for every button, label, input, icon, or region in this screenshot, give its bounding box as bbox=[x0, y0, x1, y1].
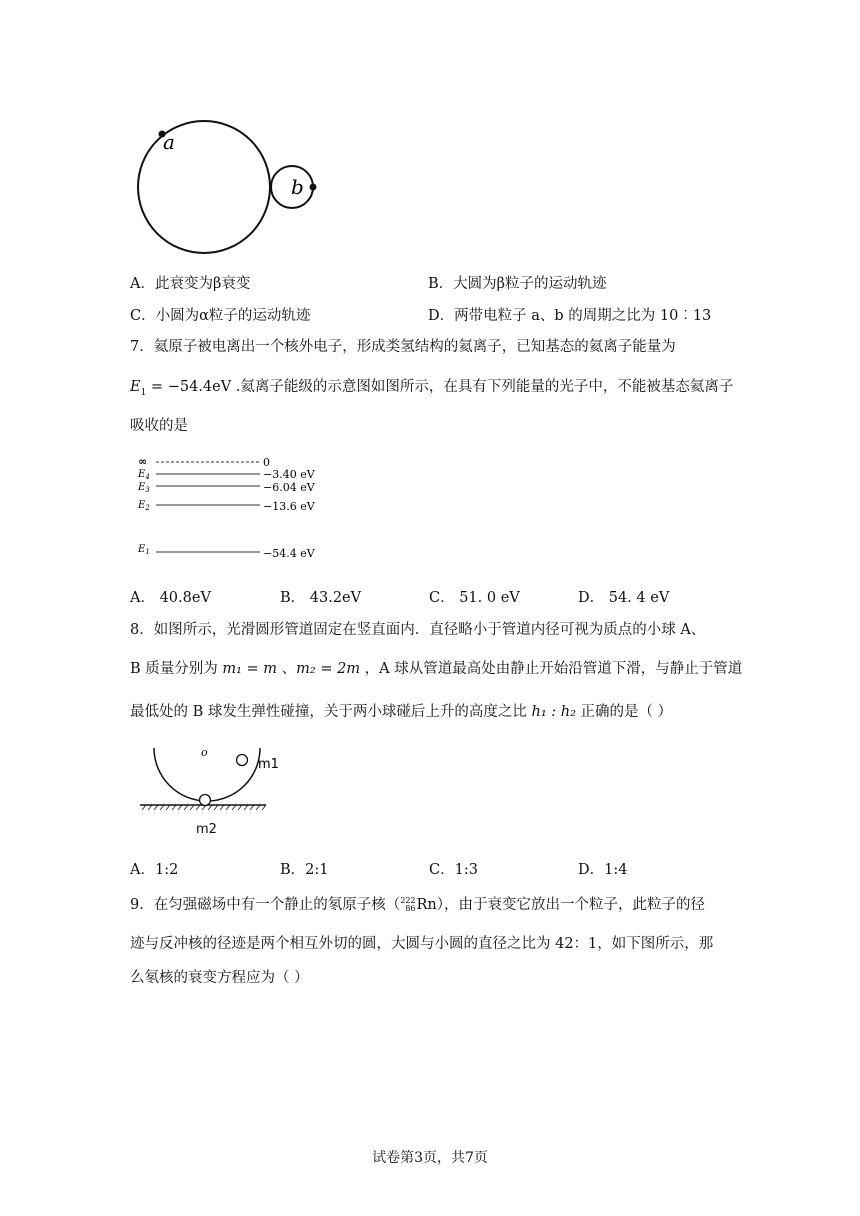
q7-energy-subscript: 1 bbox=[140, 387, 147, 398]
q9-atomic-number: 86 bbox=[405, 904, 416, 913]
q9-line1-pre: 9．在匀强磁场中有一个静止的氡原子核（ bbox=[130, 897, 401, 913]
q8-line3-pre: 最低处的 B 球发生弹性碰撞，关于两小球碰后上升的高度之比 bbox=[130, 704, 532, 720]
q7-option-c: C． 51. 0 eV bbox=[429, 590, 520, 606]
level-value-e4: −3.40 eV bbox=[263, 468, 315, 481]
label-b: b bbox=[291, 175, 304, 199]
q8-mass-m2: m₂ = 2m bbox=[296, 661, 361, 677]
q9-line1-post: ），由于衰变它放出一个粒子，此粒子的径 bbox=[436, 897, 706, 913]
label-a: a bbox=[163, 130, 175, 154]
q9-element-symbol: Rn bbox=[416, 897, 437, 913]
q8-option-d: D．1:4 bbox=[578, 862, 628, 878]
q8-line3-post: 正确的是（ ） bbox=[575, 704, 673, 720]
q6-option-a: A．此衰变为β衰变 bbox=[130, 276, 251, 292]
large-circle bbox=[138, 121, 270, 253]
level-label-e2: $E_2$ bbox=[138, 500, 150, 512]
q7-option-a: A． 40.8eV bbox=[130, 590, 211, 606]
ball-m1 bbox=[237, 755, 248, 766]
q9-stem-line2: 迹与反冲核的径迹是两个相互外切的圆，大圆与小圆的直径之比为 42：1，如下图所示，那 bbox=[130, 936, 714, 952]
page-footer: 试卷第3页，共7页 bbox=[372, 1150, 488, 1166]
q6-circles-figure bbox=[125, 115, 335, 265]
q8-stem-line3 bbox=[130, 702, 672, 722]
q7-option-d: D． 54. 4 eV bbox=[578, 590, 670, 606]
level-label-e1: $E_1$ bbox=[138, 544, 150, 556]
q6-option-d: D．两带电粒子 a、b 的周期之比为 10︰13 bbox=[428, 308, 712, 324]
level-label-e3: $E_3$ bbox=[138, 482, 150, 494]
q6-option-b: B．大圆为β粒子的运动轨迹 bbox=[428, 276, 607, 292]
label-m2: m2 bbox=[196, 822, 217, 837]
q7-stem-line2-rest: .氦离子能级的示意图如图所示，在具有下列能量的光子中，不能被基态氦离子 bbox=[231, 379, 734, 395]
point-b bbox=[310, 184, 317, 191]
q8-option-c: C．1:3 bbox=[429, 862, 478, 878]
q9-stem-line3: 么氡核的衰变方程应为（ ） bbox=[130, 970, 309, 986]
q7-stem-line3: 吸收的是 bbox=[130, 418, 188, 434]
q7-energy-symbol: E bbox=[130, 379, 141, 395]
q7-energy-value: = −54.4eV bbox=[146, 379, 232, 395]
level-value-inf: 0 bbox=[263, 456, 270, 469]
q8-stem-line2 bbox=[130, 659, 742, 679]
q8-option-a: A．1:2 bbox=[130, 862, 179, 878]
level-value-e2: −13.6 eV bbox=[263, 500, 315, 513]
q7-energy-level-diagram bbox=[132, 452, 332, 564]
q8-height-ratio: h₁ : h₂ bbox=[531, 704, 576, 720]
center-label-o: o bbox=[201, 746, 208, 759]
q6-option-c: C．小圆为α粒子的运动轨迹 bbox=[130, 308, 311, 324]
q9-stem-line1 bbox=[130, 895, 705, 915]
q8-stem-line1: 8．如图所示，光滑圆形管道固定在竖直面内．直径略小于管道内径可视为质点的小球 A、 bbox=[130, 622, 706, 638]
label-m1: m1 bbox=[258, 757, 279, 772]
q7-stem-line2 bbox=[130, 377, 733, 403]
q9-nuclide-numbers bbox=[400, 897, 415, 913]
ball-m2 bbox=[200, 795, 211, 806]
q8-mass-m1: m₁ = m bbox=[222, 661, 278, 677]
q8-option-b: B．2:1 bbox=[280, 862, 329, 878]
level-label-e4: $E_4$ bbox=[138, 469, 150, 481]
level-value-e1: −54.4 eV bbox=[263, 547, 315, 560]
q8-line2-pre: B 质量分别为 bbox=[130, 661, 223, 677]
q8-line2-post: ，A 球从管道最高处由静止开始沿管道下滑，与静止于管道 bbox=[360, 661, 743, 677]
q9-mass-number: 222 bbox=[400, 896, 416, 905]
level-label-inf: ∞ bbox=[138, 455, 148, 468]
q7-option-b: B． 43.2eV bbox=[280, 590, 362, 606]
q7-stem-line1: 7．氦原子被电离出一个核外电子，形成类氢结构的氦离子，已知基态的氦离子能量为 bbox=[130, 339, 676, 355]
level-value-e3: −6.04 eV bbox=[263, 481, 315, 494]
q8-line2-mid: 、 bbox=[277, 661, 297, 677]
